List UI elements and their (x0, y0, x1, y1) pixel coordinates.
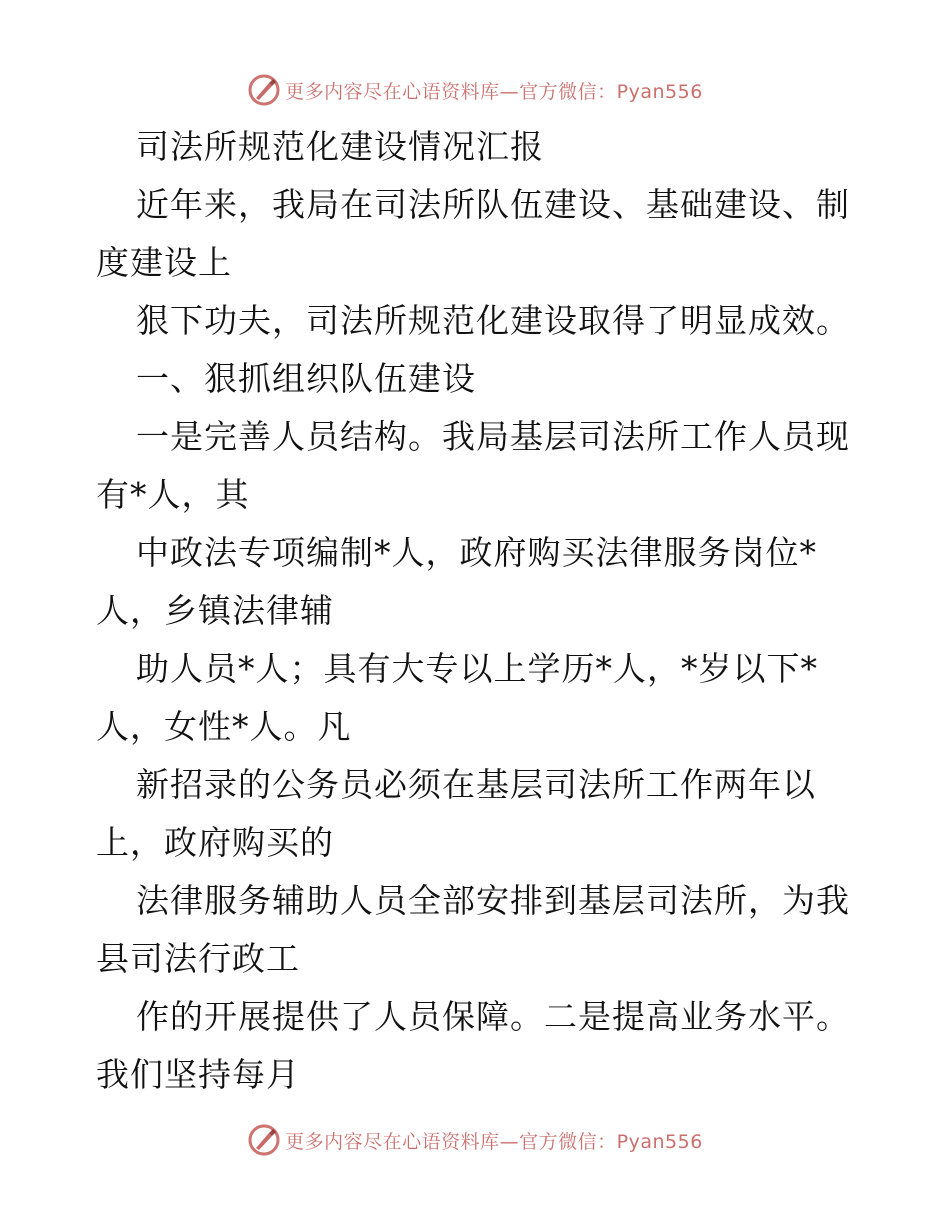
paragraph-line: 近年来，我局在司法所队伍建设、基础建设、制 (136, 185, 850, 224)
header-watermark (0, 70, 950, 110)
paragraph-line: 我们坚持每月 (96, 1055, 300, 1094)
paragraph-line: 新招录的公务员必须在基层司法所工作两年以 (136, 765, 816, 804)
pen-logo-icon (247, 73, 281, 107)
paragraph-line: 有*人，其 (96, 475, 250, 514)
paragraph-line: 一是完善人员结构。我局基层司法所工作人员现 (136, 417, 850, 456)
paragraph-line: 助人员*人；具有大专以上学历*人，*岁以下* (136, 649, 818, 688)
paragraph-line: 法律服务辅助人员全部安排到基层司法所，为我 (136, 881, 850, 920)
paragraph-line: 中政法专项编制*人，政府购买法律服务岗位* (136, 533, 817, 572)
paragraph-line: 作的开展提供了人员保障。二是提高业务水平。 (136, 997, 850, 1036)
footer-watermark (0, 1120, 950, 1160)
document-title: 司法所规范化建设情况汇报 (136, 127, 544, 166)
paragraph-line: 县司法行政工 (96, 939, 300, 978)
paragraph-line: 人，女性*人。凡 (96, 707, 352, 746)
paragraph-line: 人，乡镇法律辅 (96, 591, 334, 630)
paragraph-line: 度建设上 (96, 243, 232, 282)
paragraph-line: 狠下功夫，司法所规范化建设取得了明显成效。 (136, 301, 850, 340)
watermark-text: 更多内容尽在心语资料库—官方微信：Pyan556 (285, 1130, 703, 1153)
watermark-text: 更多内容尽在心语资料库—官方微信：Pyan556 (285, 80, 703, 103)
document-body (96, 118, 866, 1104)
pen-logo-icon (247, 1123, 281, 1157)
section-heading: 一、狠抓组织队伍建设 (136, 359, 476, 398)
paragraph-line: 上，政府购买的 (96, 823, 334, 862)
